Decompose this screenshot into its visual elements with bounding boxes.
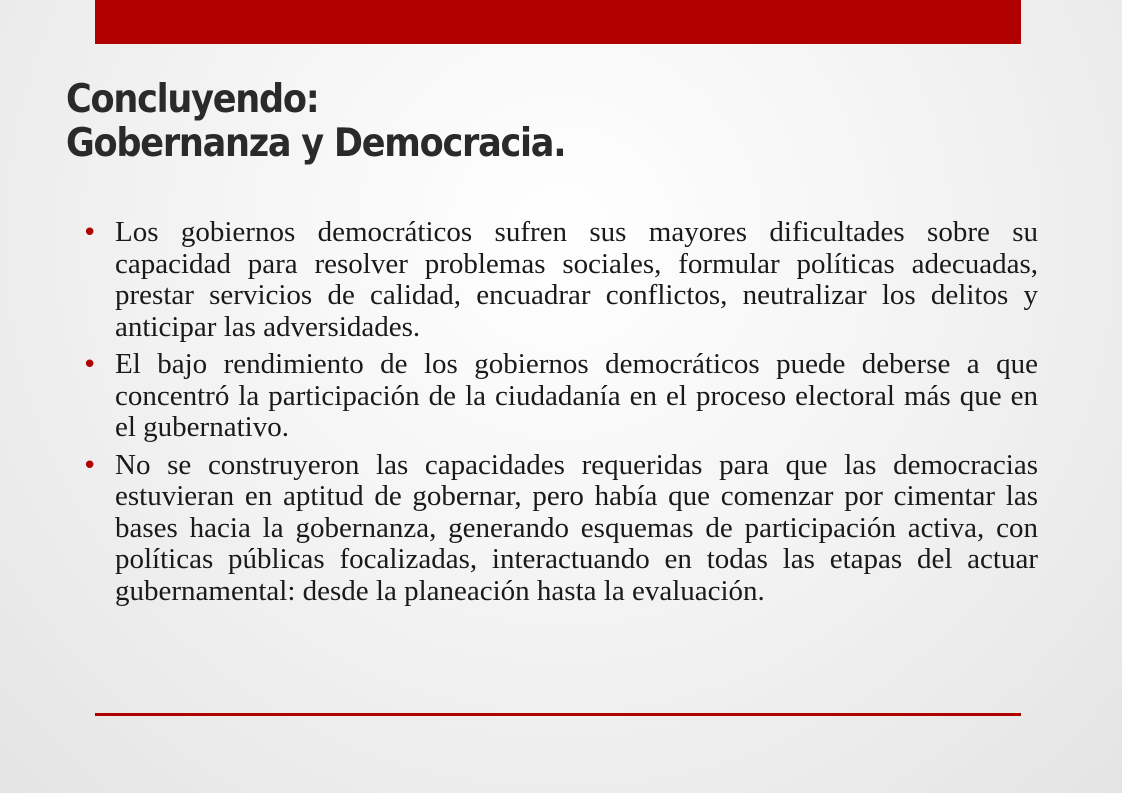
bullet-marker: • bbox=[82, 450, 98, 481]
bullet-item bbox=[80, 349, 1038, 444]
bullet-text: No se construyeron las capacidades requeridas para que las democracias estuvieran en aptitud de gobernar, pero había que comenzar por cimentar las bases hacia la gobernanza, generando esquemas de participación activa, con políticas públicas focalizadas, interactuando en todas las etapas del actuar gubernamental: desde la planeación hasta la evaluación. bbox=[115, 448, 1038, 607]
title-line-1: Concluyendo: bbox=[66, 77, 319, 122]
title-line-2: Gobernanza y Democracia. bbox=[66, 121, 566, 166]
bullet-text: El bajo rendimiento de los gobiernos democráticos puede deberse a que concentró la participación de la ciudadanía en el proceso electoral más que en el gubernativo. bbox=[115, 348, 1038, 443]
bottom-accent-rule bbox=[95, 713, 1021, 716]
bullet-text: Los gobiernos democráticos sufren sus mayores dificultades sobre su capacidad para resolver problemas sociales, formular políticas adecuadas, prestar servicios de calidad, encuadrar conflictos, neutralizar los delitos y anticipar las adversidades. bbox=[115, 216, 1038, 343]
bullet-list bbox=[80, 217, 1038, 613]
bullet-marker: • bbox=[82, 350, 98, 380]
bullet-marker: • bbox=[82, 218, 98, 248]
bullet-item bbox=[80, 217, 1038, 343]
slide-title bbox=[66, 78, 876, 166]
top-accent-bar bbox=[95, 0, 1021, 44]
bullet-item bbox=[80, 450, 1038, 608]
